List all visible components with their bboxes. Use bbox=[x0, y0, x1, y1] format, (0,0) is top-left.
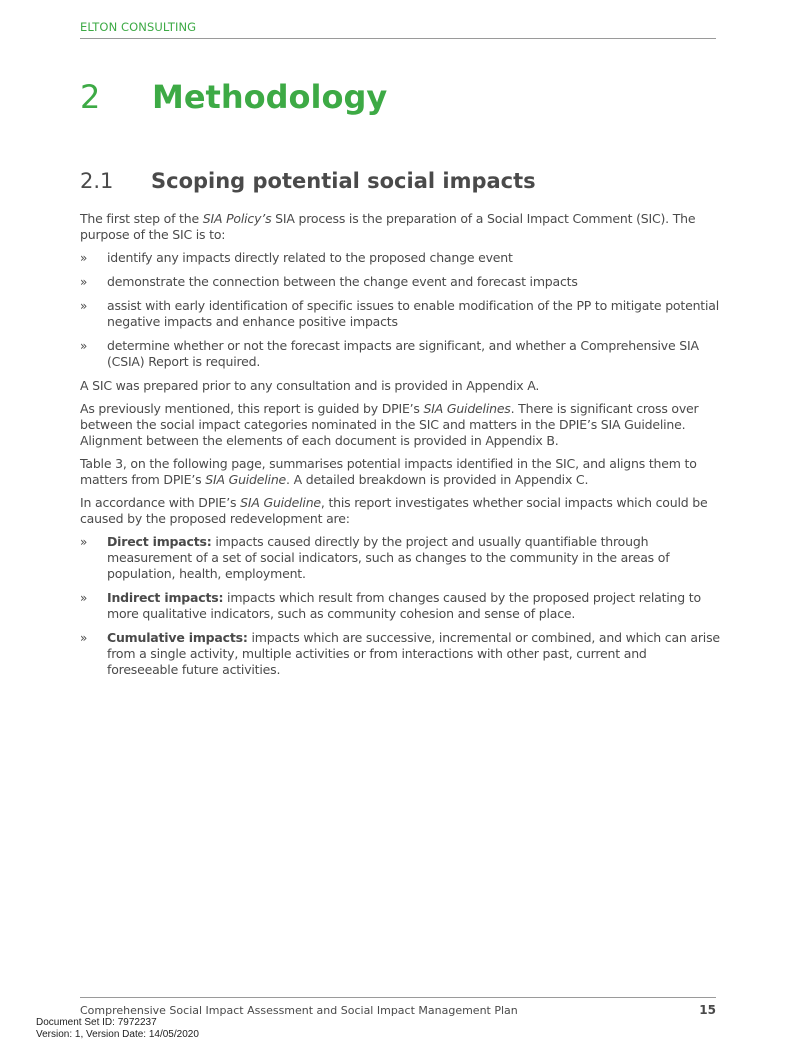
sic-paragraph: A SIC was prepared prior to any consultation and is provided in Appendix A. bbox=[80, 378, 540, 393]
chapter-number: 2 bbox=[80, 78, 101, 116]
body-content bbox=[80, 211, 720, 686]
bullet-icon: » bbox=[80, 591, 88, 605]
bullet-icon: » bbox=[80, 339, 88, 353]
version-info: Version: 1, Version Date: 14/05/2020 bbox=[36, 1029, 199, 1040]
document-set-id: Document Set ID: 7972237 bbox=[36, 1017, 157, 1028]
bullet-icon: » bbox=[80, 535, 88, 549]
accordance-paragraph: In accordance with DPIE’s SIA Guideline, this report investigates whether social impacts which could be caused by the proposed redevelopment are: bbox=[80, 495, 708, 526]
list-item: » Indirect impacts: impacts which result from changes caused by the proposed project relating to more qualitative indicators, such as community cohesion and sense of place. bbox=[80, 590, 701, 621]
list-item: » demonstrate the connection between the change event and forecast impacts bbox=[80, 274, 578, 289]
list-item: » determine whether or not the forecast impacts are significant, and whether a Comprehensive SIA (CSIA) Report is required. bbox=[80, 338, 699, 369]
guidelines-paragraph: As previously mentioned, this report is guided by DPIE’s SIA Guidelines. There is significant cross over between the social impact categories nominated in the SIC and matters in the DPIE’s SIA Guideline. Alignment between the elements of each document is provided in Appendix B. bbox=[80, 401, 699, 448]
header-org-name: ELTON CONSULTING bbox=[80, 20, 197, 34]
list-item: » Cumulative impacts: impacts which are successive, incremental or combined, and which can arise from a single activity, multiple activities or from interactions with other past, current and foreseeable future activities. bbox=[80, 630, 720, 677]
purpose-list bbox=[80, 250, 720, 370]
chapter-title: Methodology bbox=[152, 78, 388, 116]
bullet-icon: » bbox=[80, 631, 88, 645]
section-title: Scoping potential social impacts bbox=[151, 169, 536, 193]
impact-types-list bbox=[80, 534, 720, 678]
section-number: 2.1 bbox=[80, 169, 114, 193]
bullet-icon: » bbox=[80, 299, 88, 313]
list-item: » Direct impacts: impacts caused directly by the project and usually quantifiable through measurement of a set of social indicators, such as changes to the community in the areas of population, health, employment. bbox=[80, 534, 670, 581]
bullet-icon: » bbox=[80, 251, 88, 265]
bullet-icon: » bbox=[80, 275, 88, 289]
list-item: » assist with early identification of specific issues to enable modification of the PP to mitigate potential negative impacts and enhance positive impacts bbox=[80, 298, 719, 329]
page-number: 15 bbox=[699, 1003, 716, 1017]
footer-document-title: Comprehensive Social Impact Assessment and Social Impact Management Plan bbox=[80, 1004, 518, 1017]
intro-paragraph: The first step of the SIA Policy’s SIA process is the preparation of a Social Impact Comment (SIC). The purpose of the SIC is to: bbox=[80, 211, 696, 242]
document-stamp bbox=[36, 1017, 199, 1041]
page-header bbox=[80, 16, 716, 39]
list-item: » identify any impacts directly related to the proposed change event bbox=[80, 250, 513, 265]
table-summary-paragraph: Table 3, on the following page, summarises potential impacts identified in the SIC, and aligns them to matters from DPIE’s SIA Guideline. A detailed breakdown is provided in Appendix C. bbox=[80, 456, 697, 487]
